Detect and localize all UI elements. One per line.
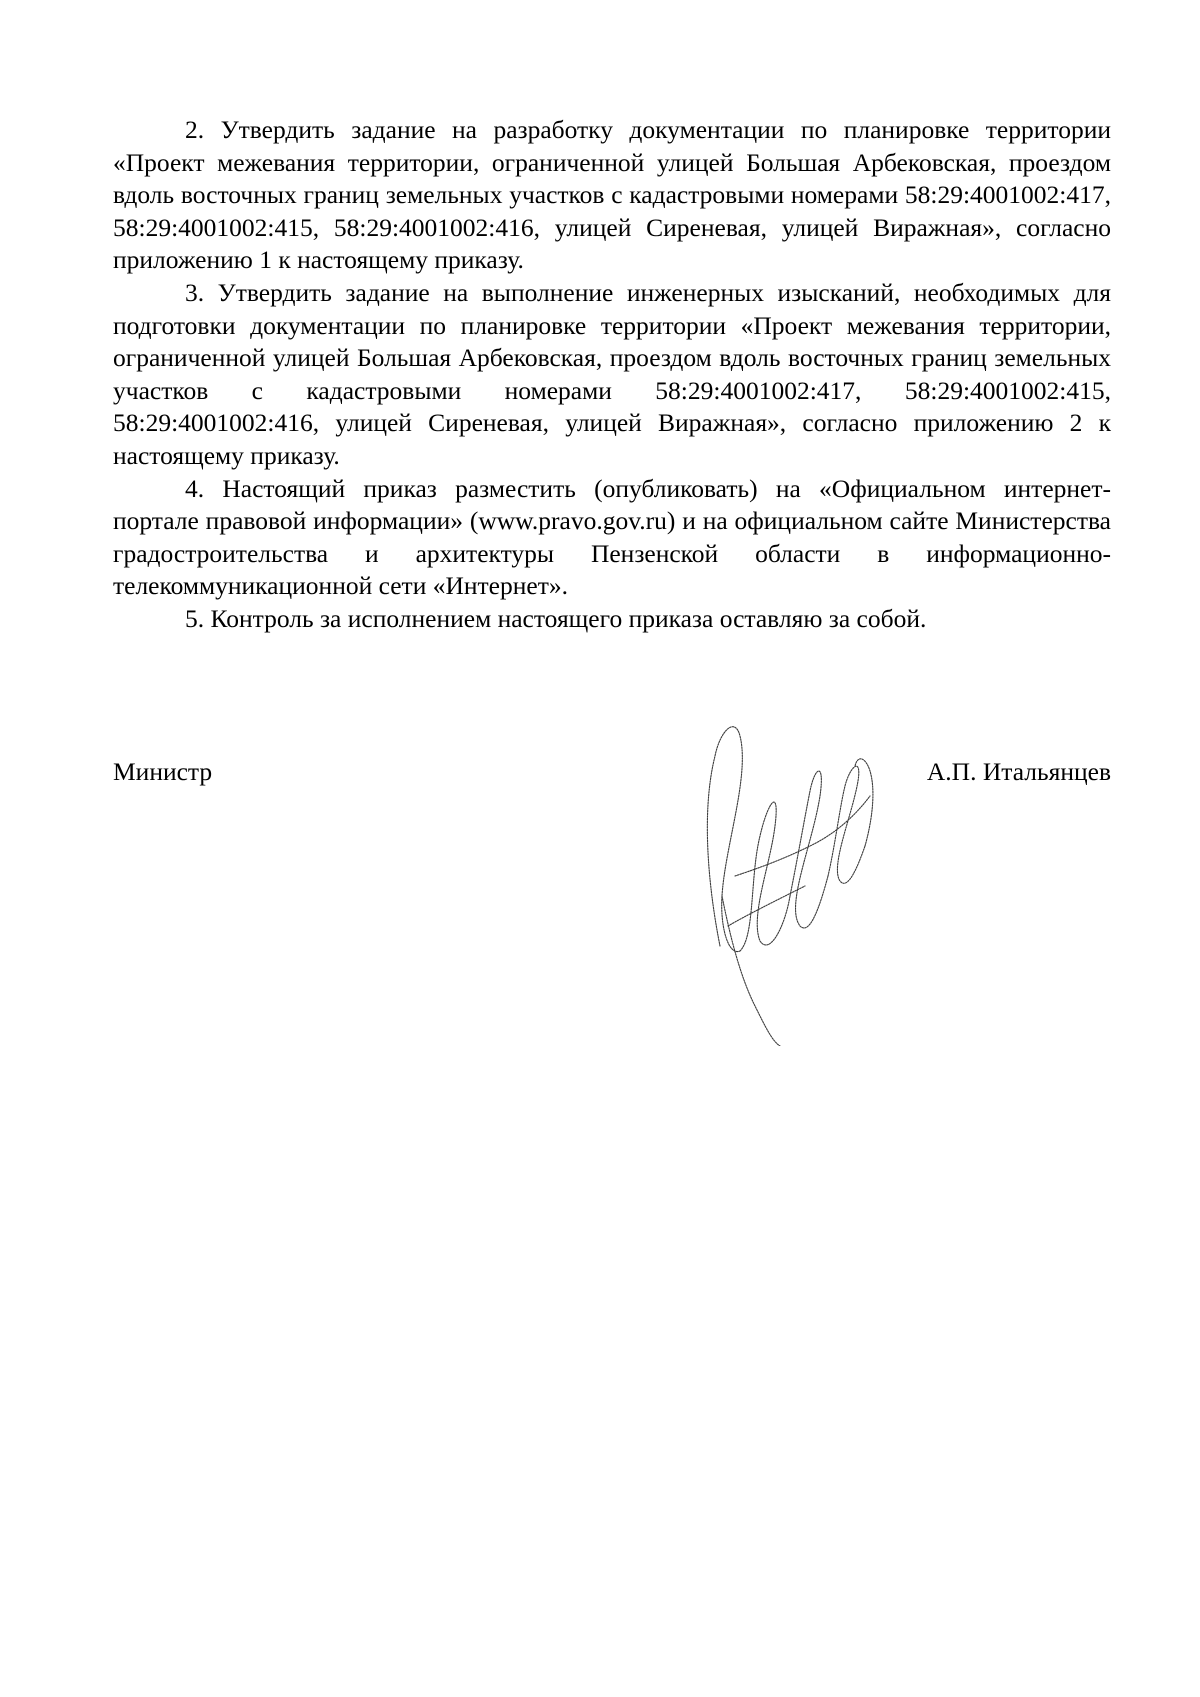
handwritten-signature (680, 696, 880, 1046)
signatory-name: А.П. Итальянцев (926, 757, 1111, 786)
paragraph-5: 5. Контроль за исполнением настоящего приказа оставляю за собой. (185, 603, 927, 633)
paragraph-4: 4. Настоящий приказ разместить (опубликовать) на «Официальном интернет-портале правовой информации» (www.pravo.gov.ru) и на официальном сайте Министерства градостроительства и архитектуры Пензенской области в информационно-телекоммуникационной сети «Интернет». (113, 473, 1111, 601)
paragraph-2: 2. Утвердить задание на разработку документации по планировке территории «Проект межевания территории, ограниченной улицей Большая Арбековская, проездом вдоль восточных границ земельных участков с кадастровыми номерами 58:29:4001002:417, 58:29:4001002:415, 58:29:4001002:416, улицей Сиреневая, улицей Виражная», согласно приложению 1 к настоящему приказу. (113, 115, 1111, 275)
signatory-title: Министр (113, 757, 213, 786)
paragraph-3: 3. Утвердить задание на выполнение инженерных изысканий, необходимых для подготовки документации по планировке территории «Проект межевания территории, ограниченной улицей Большая Арбековская, проездом вдоль восточных границ земельных участков с кадастровыми номерами 58:29:4001002:417, 58:29:4001002:415, 58:29:4001002:416, улицей Сиреневая, улицей Виражная», согласно приложению 2 к настоящему приказу. (113, 277, 1111, 470)
signature-block (113, 756, 1111, 796)
document-body (113, 114, 1111, 636)
